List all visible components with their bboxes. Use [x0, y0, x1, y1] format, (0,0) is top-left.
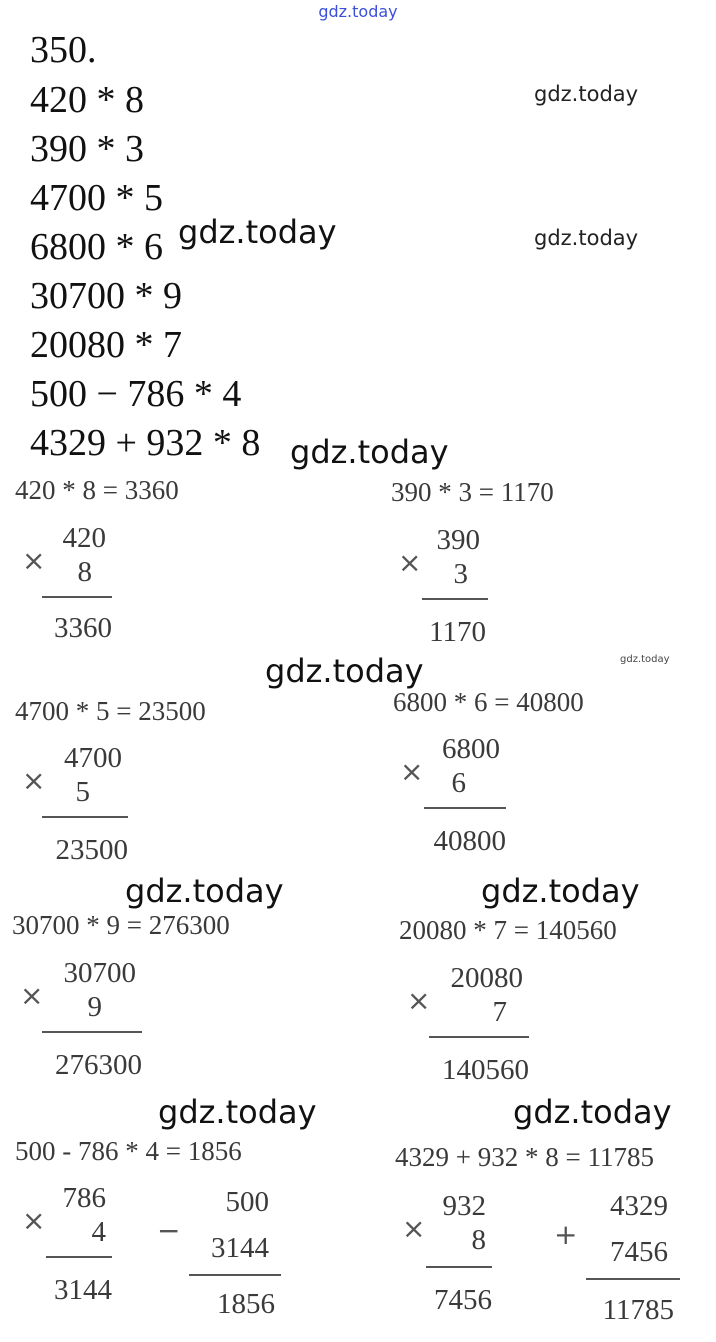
minus-sign: −: [157, 1214, 181, 1247]
solution-equation: 390 * 3 = 1170: [391, 477, 554, 507]
result-line: [429, 1036, 529, 1038]
result-line: [42, 596, 112, 598]
multiplier: 8: [471, 1224, 486, 1256]
multiplier: 4: [91, 1216, 106, 1248]
watermark: gdz.today: [178, 213, 337, 251]
multiply-sign: ×: [407, 984, 431, 1017]
header-watermark: gdz.today: [318, 2, 398, 21]
result-line: [426, 1266, 492, 1268]
multiplier: 8: [77, 556, 92, 588]
difference: 1856: [217, 1288, 275, 1320]
result-line: [422, 598, 488, 600]
multiplicand: 30700: [63, 957, 136, 989]
result-line: [424, 807, 506, 809]
task-line-1: 420 * 8: [30, 79, 144, 121]
multiply-sign: ×: [22, 544, 46, 577]
multiply-sign: ×: [22, 764, 46, 797]
watermark: gdz.today: [125, 872, 284, 910]
multiplicand: 786: [62, 1182, 106, 1214]
multiply-sign: ×: [398, 546, 422, 579]
multiply-sign: ×: [400, 755, 424, 788]
watermark: gdz.today: [265, 652, 424, 690]
multiplier: 7: [492, 996, 507, 1028]
result-line: [586, 1278, 680, 1280]
task-number: 350.: [30, 29, 97, 71]
watermark: gdz.today: [534, 82, 639, 106]
column-multiplication: [396, 524, 488, 652]
multiplicand: 932: [442, 1190, 486, 1222]
multiplicand: 390: [436, 524, 480, 556]
product: 23500: [55, 834, 128, 866]
multiply-sign: ×: [402, 1212, 426, 1245]
product: 3144: [54, 1274, 112, 1306]
column-multiplication: [20, 522, 112, 650]
solution-equation: 4700 * 5 = 23500: [15, 696, 206, 726]
column-multiplication: [20, 742, 128, 870]
task-line-2: 390 * 3: [30, 128, 144, 170]
watermark: gdz.today: [534, 226, 639, 250]
multiplicand: 20080: [450, 962, 523, 994]
column-multiplication: [20, 1182, 112, 1318]
solution-equation: 420 * 8 = 3360: [15, 475, 179, 505]
multiplier: 9: [87, 991, 102, 1023]
task-line-4: 6800 * 6: [30, 226, 163, 268]
task-line-6: 20080 * 7: [30, 324, 182, 366]
subtrahend: 3144: [211, 1232, 269, 1264]
product: 140560: [442, 1054, 529, 1086]
product: 7456: [434, 1284, 492, 1316]
multiply-sign: ×: [22, 1204, 46, 1237]
product: 40800: [433, 825, 506, 857]
result-line: [42, 816, 128, 818]
watermark: gdz.today: [513, 1093, 672, 1131]
multiplier: 6: [451, 767, 466, 799]
addend: 7456: [610, 1236, 668, 1268]
task-line-5: 30700 * 9: [30, 275, 182, 317]
task-line-7: 500 − 786 * 4: [30, 373, 242, 415]
multiplier: 3: [453, 558, 468, 590]
multiplicand: 6800: [442, 733, 500, 765]
task-line-8: 4329 + 932 * 8: [30, 422, 261, 464]
task-line-3: 4700 * 5: [30, 177, 163, 219]
watermark: gdz.today: [158, 1093, 317, 1131]
multiplier: 5: [75, 776, 90, 808]
solution-equation: 6800 * 6 = 40800: [393, 687, 584, 717]
watermark: gdz.today: [290, 433, 449, 471]
sum: 11785: [602, 1294, 674, 1326]
column-multiplication: [398, 733, 506, 861]
multiplicand: 4700: [64, 742, 122, 774]
column-multiplication: [400, 1190, 492, 1326]
column-multiplication: [405, 962, 529, 1090]
addend: 4329: [610, 1190, 668, 1222]
solution-equation: 500 - 786 * 4 = 1856: [15, 1136, 242, 1166]
solution-equation: 30700 * 9 = 276300: [12, 910, 230, 940]
column-multiplication: [18, 957, 142, 1085]
watermark: gdz.today: [620, 654, 670, 665]
column-addition: [552, 1190, 680, 1326]
multiply-sign: ×: [20, 979, 44, 1012]
result-line: [46, 1256, 112, 1258]
product: 3360: [54, 612, 112, 644]
result-line: [189, 1274, 281, 1276]
solution-equation: 20080 * 7 = 140560: [399, 915, 617, 945]
product: 276300: [55, 1049, 142, 1081]
watermark: gdz.today: [481, 872, 640, 910]
result-line: [42, 1031, 142, 1033]
plus-sign: +: [554, 1218, 578, 1251]
minuend: 500: [225, 1186, 269, 1218]
column-subtraction: [155, 1186, 281, 1322]
product: 1170: [429, 616, 486, 648]
solution-equation: 4329 + 932 * 8 = 11785: [395, 1142, 654, 1172]
multiplicand: 420: [62, 522, 106, 554]
